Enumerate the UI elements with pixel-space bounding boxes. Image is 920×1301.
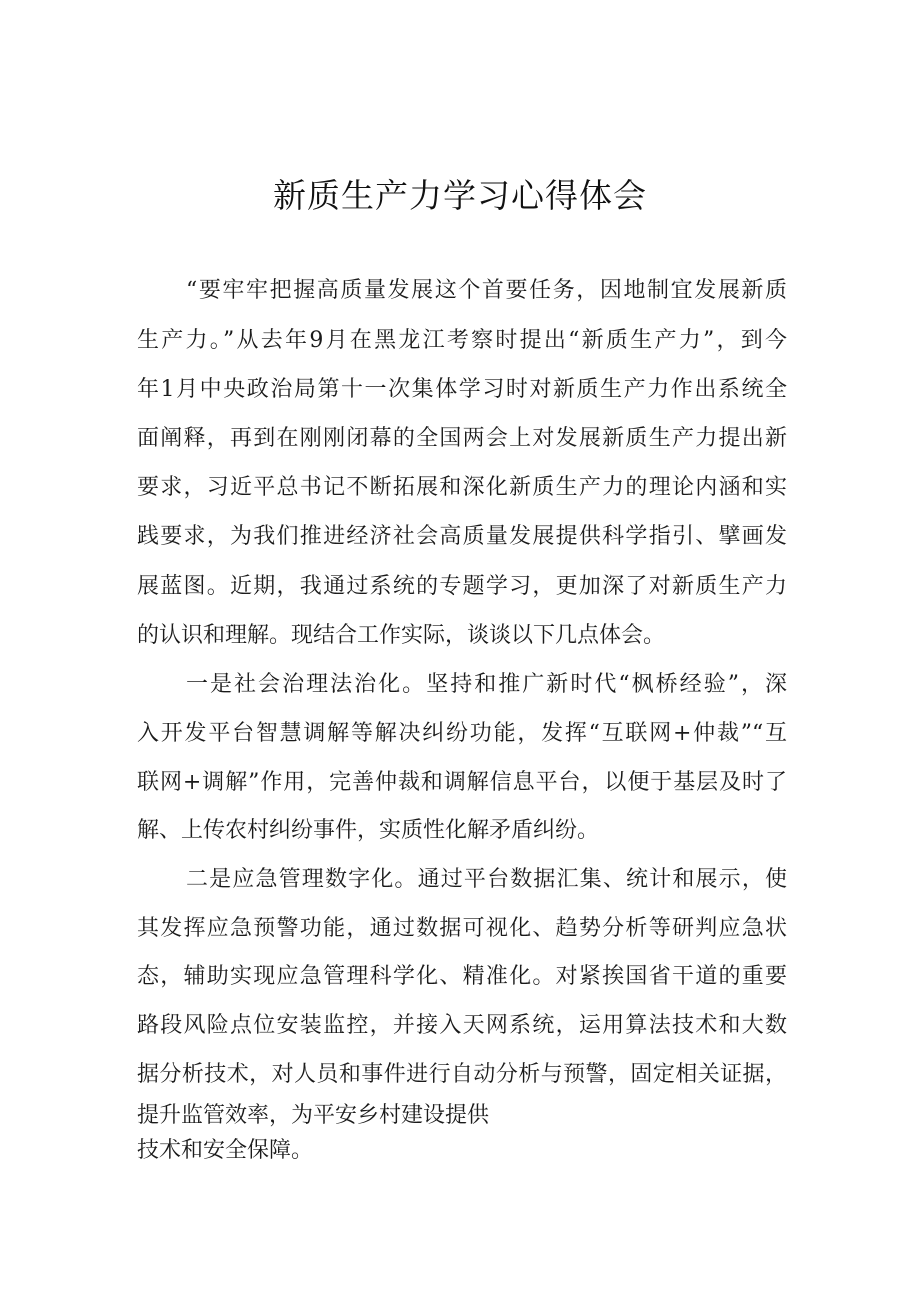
body-line: 解、上传农村纠纷事件，实质性化解矛盾纠纷。	[137, 818, 600, 843]
body-line: 提升监管效率，为平安乡村建设提供	[137, 1103, 490, 1128]
body-line: 技术和安全保障。	[137, 1138, 314, 1163]
body-line: 年1月中央政治局第十一次集体学习时对新质生产力作出系统全	[137, 377, 787, 402]
body-line: 二是应急管理数字化。通过平台数据汇集、统计和展示，使	[186, 867, 787, 892]
body-line: 其发挥应急预警功能，通过数据可视化、趋势分析等研判应急状	[137, 916, 787, 941]
body-line: 入开发平台智慧调解等解决纠纷功能，发挥“互联网+仲裁”“互	[137, 721, 787, 746]
body-line: 生产力。”从去年9月在黑龙江考察时提出“新质生产力”，到今	[137, 328, 787, 353]
document-title: 新质生产力学习心得体会	[273, 176, 647, 215]
body-line: 一是社会治理法治化。坚持和推广新时代“枫桥经验”，深	[186, 672, 787, 697]
body-line: 展蓝图。近期，我通过系统的专题学习，更加深了对新质生产力	[137, 574, 787, 599]
body-line: 态，辅助实现应急管理科学化、精准化。对紧挨国省干道的重要	[137, 964, 787, 989]
body-line: 路段风险点位安装监控，并接入天网系统，运用算法技术和大数	[137, 1013, 787, 1038]
body-line: 面阐释，再到在刚刚闭幕的全国两会上对发展新质生产力提出新	[137, 426, 787, 451]
body-line: 要求，习近平总书记不断拓展和深化新质生产力的理论内涵和实	[137, 475, 787, 500]
body-line: 践要求，为我们推进经济社会高质量发展提供科学指引、擘画发	[137, 524, 787, 549]
body-line: 据分析技术，对人员和事件进行自动分析与预警，固定相关证据，	[137, 1062, 787, 1087]
body-line: 的认识和理解。现结合工作实际，谈谈以下几点体会。	[137, 623, 666, 648]
body-line: “要牢牢把握高质量发展这个首要任务，因地制宜发展新质	[186, 278, 787, 303]
body-line: 联网+调解”作用，完善仲裁和调解信息平台，以便于基层及时了	[137, 770, 787, 795]
